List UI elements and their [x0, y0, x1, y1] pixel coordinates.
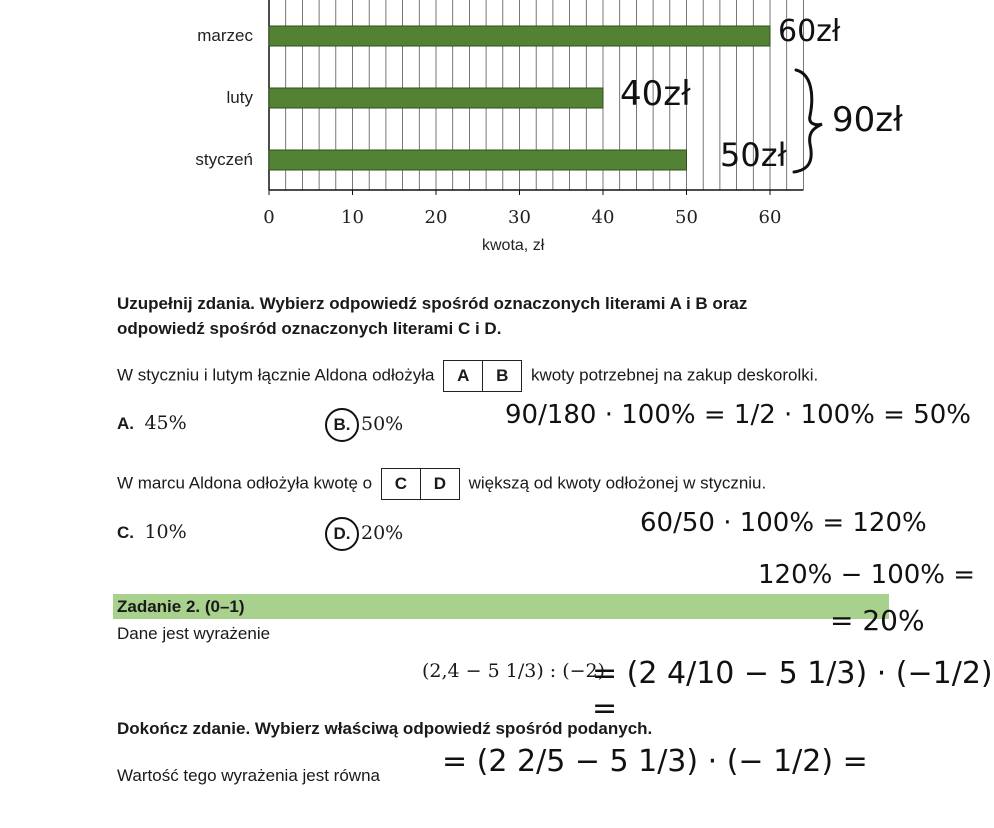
box-letter-c: C: [394, 474, 407, 493]
option-b[interactable]: [330, 408, 403, 442]
task1-instruction-line2: odpowiedź spośród oznaczonych literami C i D.: [117, 319, 502, 338]
option-b-letter-circled: B.: [325, 408, 359, 442]
task2-intro: Dane jest wyrażenie: [117, 624, 271, 643]
option-d-value: 20%: [361, 522, 404, 544]
handwritten-calc-ab: 90/180 · 100% = 1/2 · 100% = 50%: [505, 400, 971, 430]
x-tick-label: 30: [508, 207, 531, 228]
option-d[interactable]: [330, 517, 403, 551]
task2-instruction: Dokończ zdanie. Wybierz właściwą odpowiedź spośród podanych.: [117, 719, 653, 738]
handwritten-note-luty: 40zł: [620, 74, 691, 114]
option-a-value: 45%: [144, 412, 187, 434]
x-tick-label: 50: [675, 207, 698, 228]
bar-1: [269, 88, 603, 108]
task1-sentence2: [117, 468, 766, 500]
option-c-letter: C.: [117, 523, 134, 542]
sentence1-after: kwoty potrzebnej na zakup deskorolki.: [530, 365, 819, 385]
handwritten-brace: [790, 66, 830, 176]
bar-0: [269, 26, 770, 46]
box-letter-b: B: [482, 361, 521, 391]
answer-box-ab: [443, 360, 522, 392]
handwritten-note-sum: 90zł: [832, 100, 903, 140]
box-letter-a: A: [457, 366, 470, 385]
task2-expression: (2,4 − 5 1/3) : (−2): [422, 660, 606, 682]
sentence2-after: większą od kwoty odłożonej w styczniu.: [468, 473, 767, 493]
answer-box-cd: [381, 468, 460, 500]
category-label-styczen: styczeń: [195, 150, 253, 169]
bar-2: [269, 150, 687, 170]
sentence1-before: W styczniu i lutym łącznie Aldona odłożyła: [117, 365, 435, 385]
option-a[interactable]: [117, 412, 187, 434]
category-label-marzec: marzec: [197, 26, 253, 45]
handwritten-calc-cd-2: 120% − 100% =: [758, 560, 976, 590]
option-d-letter-circled: D.: [325, 517, 359, 551]
task1-instruction: [117, 291, 747, 341]
handwritten-calc-cd-3: = 20%: [830, 604, 925, 637]
handwritten-note-styczen: 50zł: [720, 136, 787, 174]
task2-question: Wartość tego wyrażenia jest równa: [117, 766, 380, 785]
box-letter-d: D: [420, 469, 459, 499]
category-label-luty: luty: [226, 88, 253, 107]
option-a-letter: A.: [117, 414, 134, 433]
x-axis-title: kwota, zł: [482, 237, 545, 254]
task2-header: Zadanie 2. (0–1): [113, 594, 889, 619]
sentence2-before: W marcu Aldona odłożyła kwotę o: [117, 473, 373, 493]
option-c[interactable]: [117, 521, 187, 543]
option-b-value: 50%: [361, 413, 404, 435]
x-tick-label: 40: [591, 207, 615, 228]
x-tick-label: 0: [263, 207, 275, 228]
handwritten-calc-cd-1: 60/50 · 100% = 120%: [640, 508, 927, 538]
handwritten-calc-expr-1: = (2 4/10 − 5 1/3) · (−1/2) =: [592, 656, 993, 726]
x-tick-label: 60: [758, 207, 782, 228]
x-tick-label: 10: [341, 207, 364, 228]
task1-instruction-line1: Uzupełnij zdania. Wybierz odpowiedź spośród oznaczonych literami A i B oraz: [117, 294, 748, 313]
task1-sentence1: [117, 360, 818, 392]
handwritten-calc-expr-2: = (2 2/5 − 5 1/3) · (− 1/2) =: [442, 744, 868, 779]
handwritten-note-marzec: 60zł: [778, 14, 841, 49]
option-c-value: 10%: [144, 521, 187, 543]
x-tick-label: 20: [424, 207, 448, 228]
